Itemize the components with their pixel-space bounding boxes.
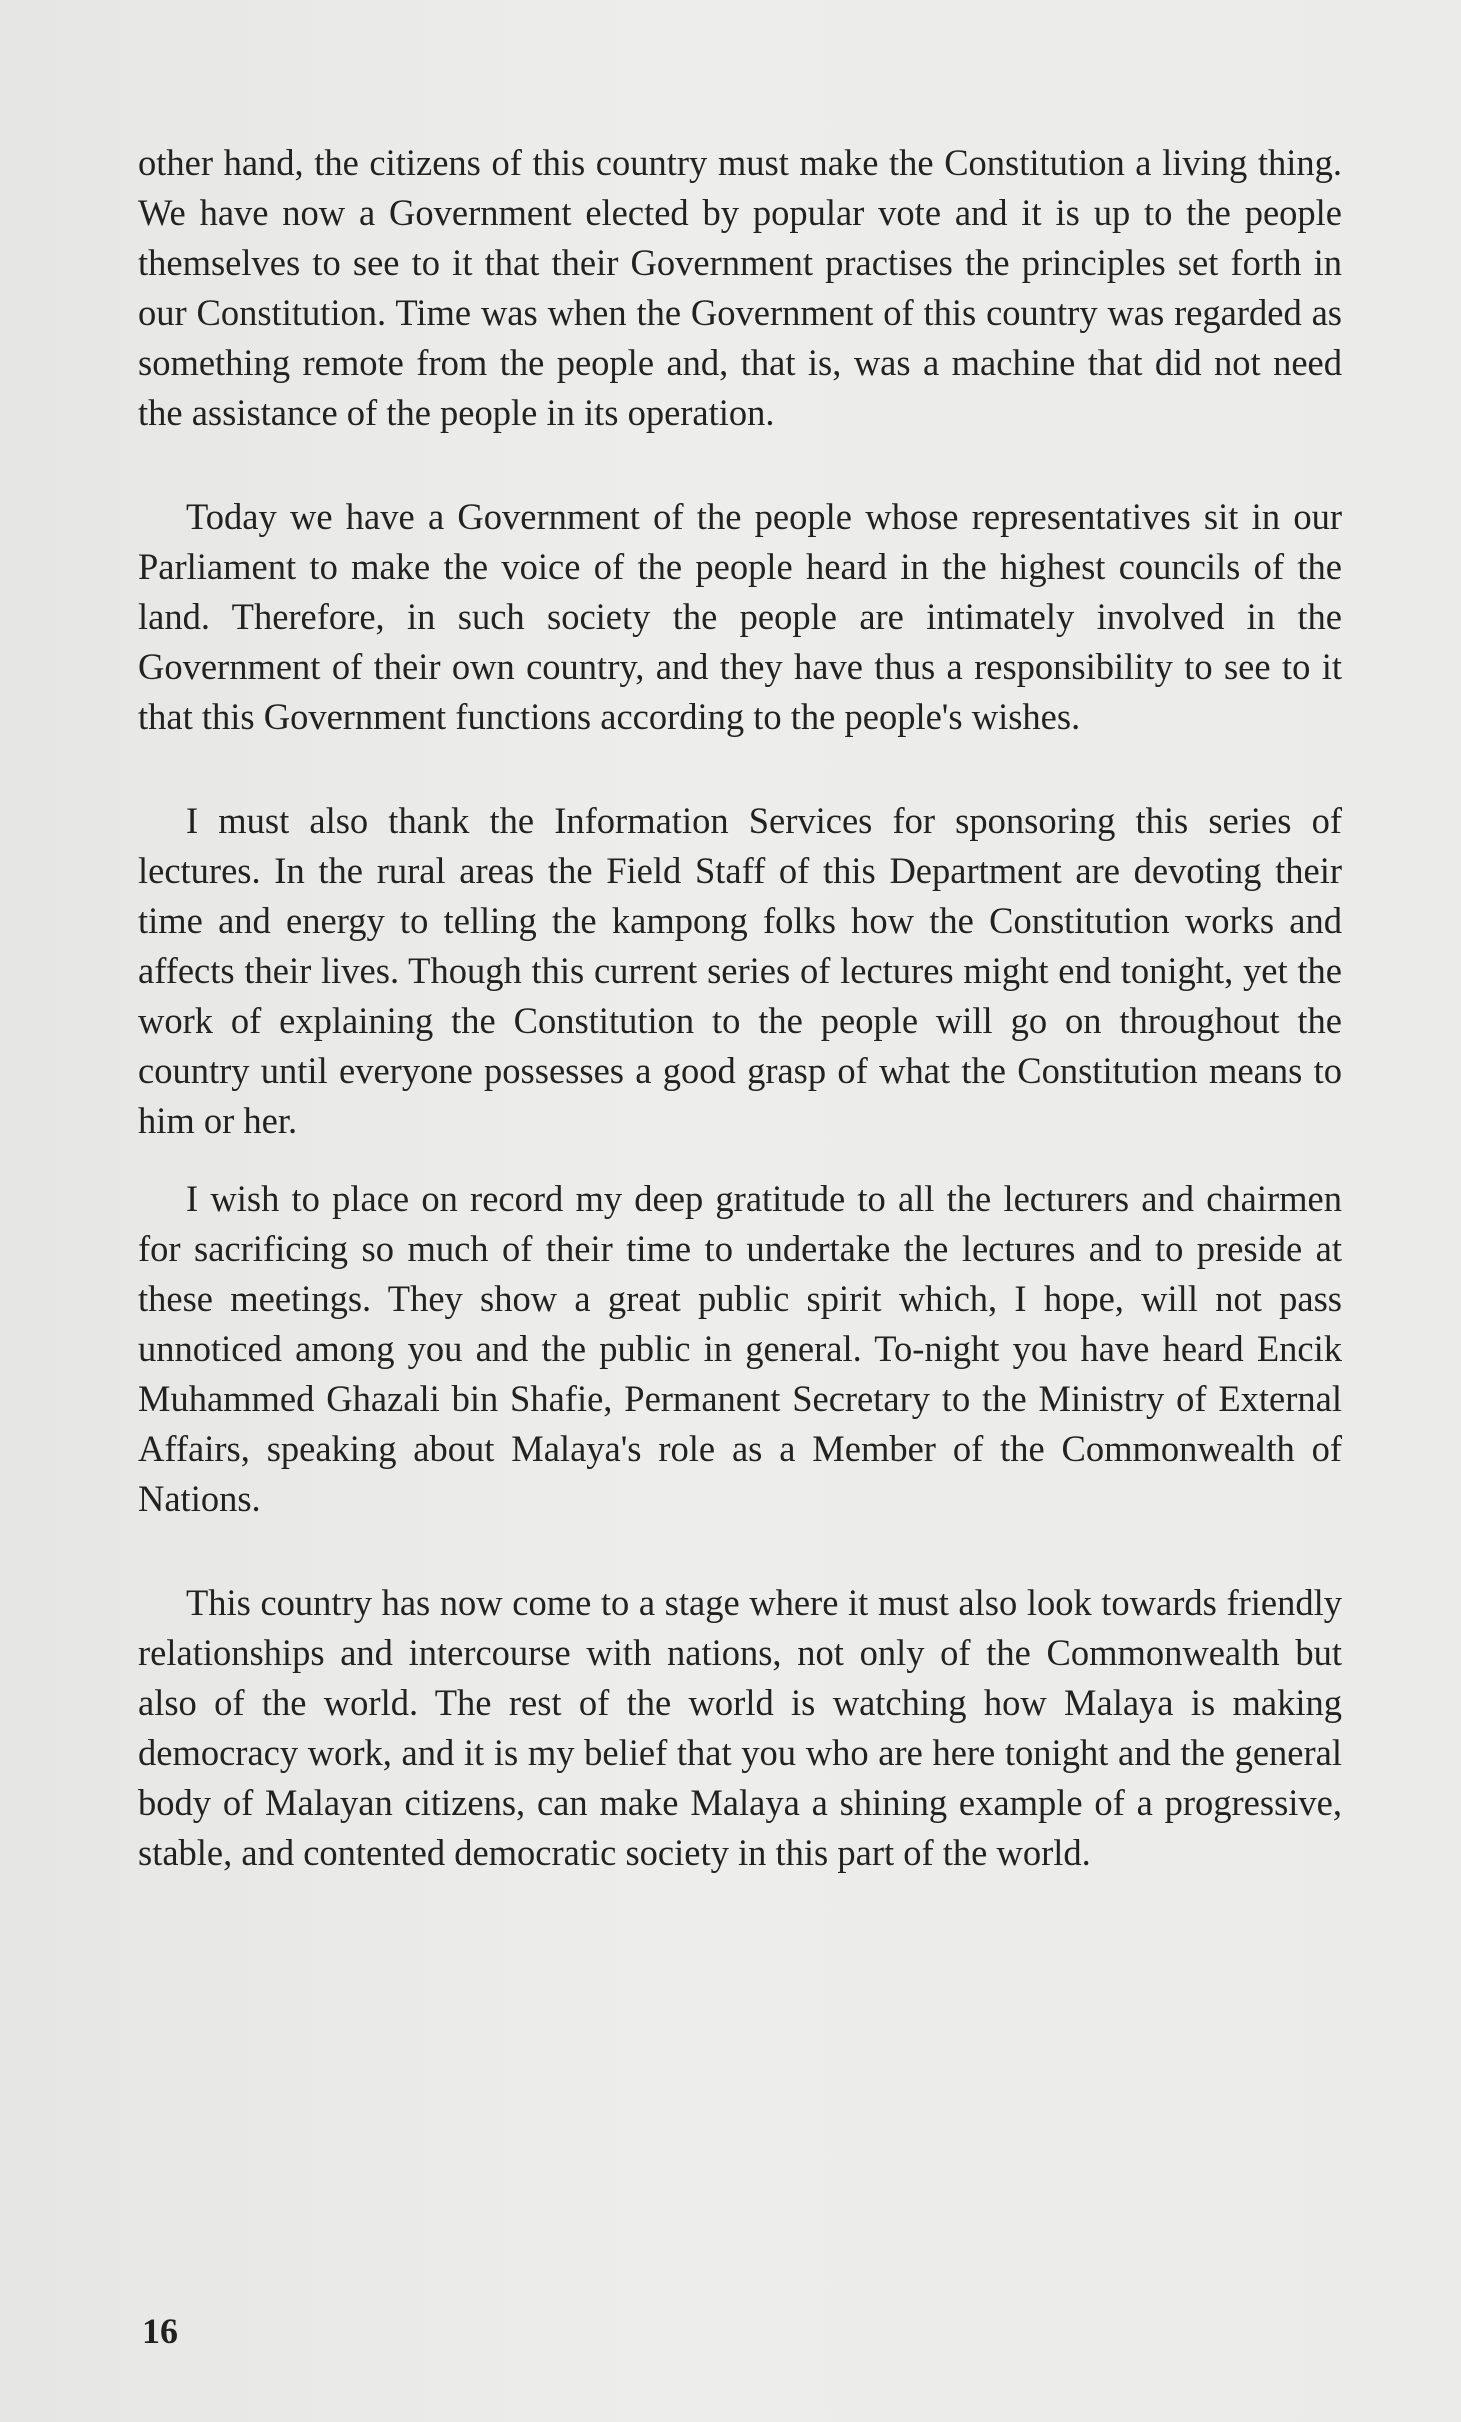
page-number: 16 bbox=[142, 2311, 178, 2351]
paragraph-2: Today we have a Government of the people whose representatives sit in our Parliament to make the voice of the people heard in the highest councils of the land. Therefore, in such society the people are intimately involved in the Government of their own country, and they have thus a responsibility to see to it that this Government functions according to the people's wishes. bbox=[138, 496, 1342, 737]
body-text bbox=[138, 138, 1342, 1878]
paragraph-5: This country has now come to a stage where it must also look towards friendly relationships and intercourse with nations, not only of the Commonwealth but also of the world. The rest of the world is watching how Malaya is making democracy work, and it is my belief that you who are here tonight and the general body of Malayan citizens, can make Malaya a shining example of a progressive, stable, and contented democratic society in this part of the world. bbox=[138, 1582, 1342, 1873]
paragraph-1: other hand, the citizens of this country must make the Constitution a living thing. We have now a Government elected by popular vote and it is up to the people themselves to see to it that their Government practises the principles set forth in our Constitution. Time was when the Government of this country was regarded as something remote from the people and, that is, was a machine that did not need the assistance of the people in its operation. bbox=[138, 142, 1342, 433]
paragraph-3: I must also thank the Information Services for sponsoring this series of lectures. In the rural areas the Field Staff of this Department are devoting their time and energy to telling the kampong folks how the Constitution works and affects their lives. Though this current series of lectures might end tonight, yet the work of explaining the Constitution to the people will go on throughout the country until everyone possesses a good grasp of what the Constitution means to him or her. bbox=[138, 800, 1342, 1141]
paragraph-4: I wish to place on record my deep gratitude to all the lecturers and chairmen for sacrificing so much of their time to undertake the lectures and to preside at these meetings. They show a great public spirit which, I hope, will not pass unnoticed among you and the public in general. To-night you have heard Encik Muhammed Ghazali bin Shafie, Permanent Secretary to the Ministry of External Affairs, speaking about Malaya's role as a Member of the Commonwealth of Nations. bbox=[138, 1178, 1342, 1519]
